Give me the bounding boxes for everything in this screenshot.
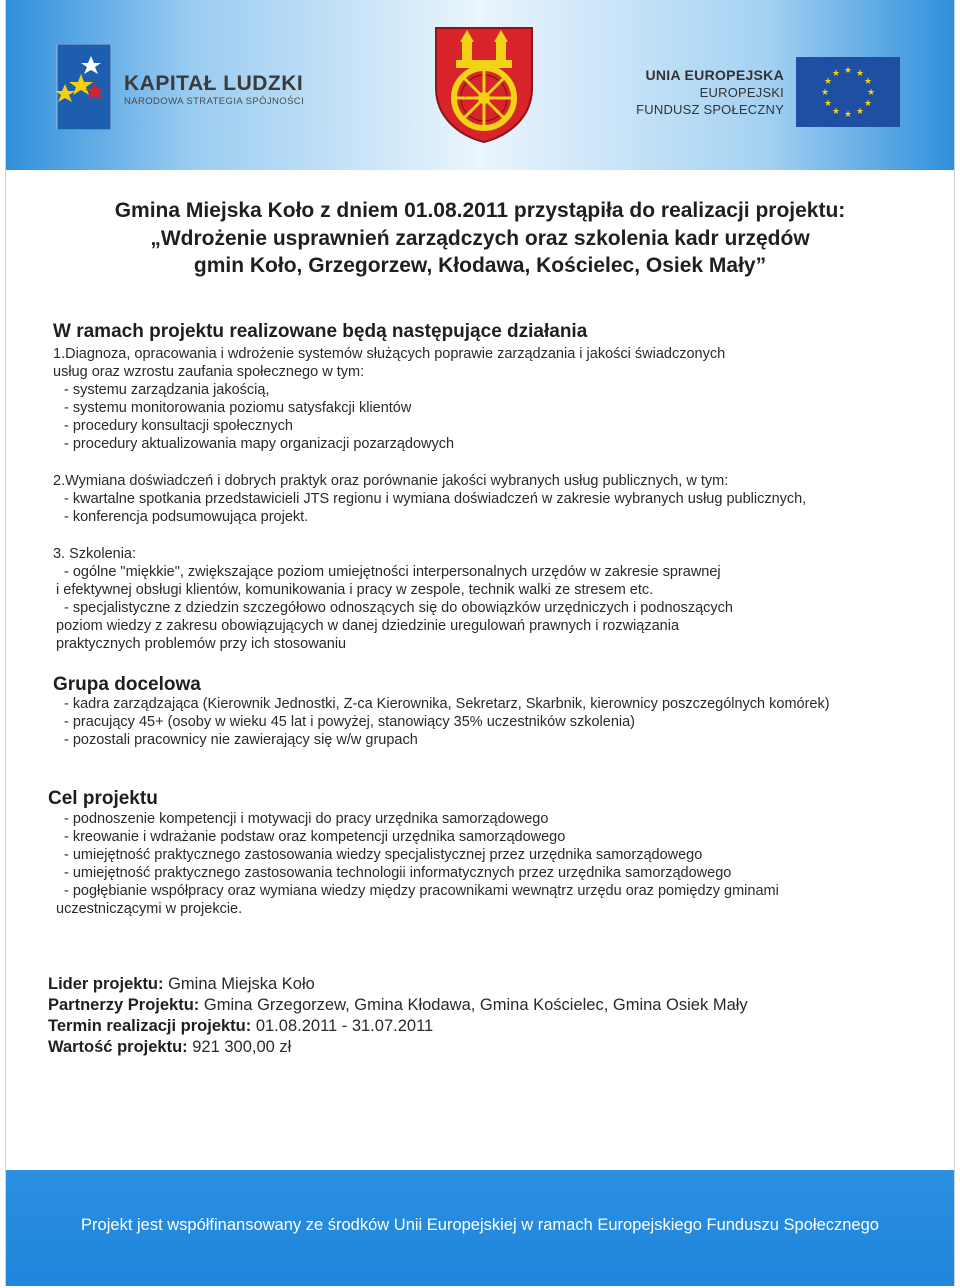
leader-row	[48, 974, 748, 995]
leader-label: Lider projektu:	[48, 975, 164, 993]
eu-flag-icon	[796, 57, 900, 127]
svg-text:★: ★	[831, 69, 841, 79]
partners-row	[48, 995, 748, 1016]
kapital-ludzki-logo-icon	[51, 44, 111, 130]
svg-text:★: ★	[863, 99, 873, 109]
actions-line: 2.Wymiana doświadczeń i dobrych praktyk oraz porównanie jakości wybranych usług publicznych, w tym:	[53, 473, 729, 489]
actions-line: 1.Diagnoza, opracowania i wdrożenie systemów służących poprawie zarządzania i jakości świadczonych	[53, 346, 726, 362]
svg-text:★: ★	[823, 99, 833, 109]
value-value: 921 300,00 zł	[187, 1038, 292, 1056]
project-summary	[48, 974, 748, 1058]
goal-line: - podnoszenie kompetencji i motywacji do pracy urzędnika samorządowego	[64, 811, 549, 827]
actions-line: usług oraz wzrostu zaufania społecznego w tym:	[53, 364, 365, 380]
actions-line: - ogólne "miękkie", zwiększające poziom umiejętności interpersonalnych urzędów w zakresie sprawnej	[64, 564, 721, 580]
actions-line: praktycznych problemów przy ich stosowaniu	[56, 636, 347, 652]
actions-line: - specjalistyczne z dziedzin szczegółowo odnoszących się do obowiązków urzędniczych i podnoszących	[64, 600, 733, 616]
svg-text:★: ★	[820, 88, 830, 98]
goal-line: - pogłębianie współpracy oraz wymiana wiedzy między pracownikami wewnątrz urzędu oraz pomiędzy gminami	[64, 883, 779, 899]
target-group-line: - pozostali pracownicy nie zawierający się w/w grupach	[64, 732, 418, 748]
actions-line: - kwartalne spotkania przedstawicieli JTS regionu i wymiana doświadczeń w zakresie wybranych usług publicznych,	[64, 491, 807, 507]
title-line-2: „Wdrożenie usprawnień zarządczych oraz szkolenia kadr urzędów	[150, 226, 810, 250]
kolo-coat-of-arms-icon	[434, 26, 534, 144]
actions-line: poziom wiedzy z zakresu obowiązujących w danej dziedzinie uregulowań prawnych i rozwiązania	[56, 618, 680, 634]
goal-line: - kreowanie i wdrażanie podstaw oraz kompetencji urzędnika samorządowego	[64, 829, 566, 845]
actions-line: - systemu zarządzania jakością,	[64, 382, 270, 398]
poster	[5, 0, 955, 1286]
svg-text:★: ★	[863, 77, 873, 87]
header-banner	[6, 0, 954, 170]
title-line-1: Gmina Miejska Koło z dniem 01.08.2011 przystąpiła do realizacji projektu:	[114, 199, 846, 222]
actions-heading: W ramach projektu realizowane będą następujące działania	[53, 321, 588, 342]
actions-line: - procedury aktualizowania mapy organizacji pozarządowych	[64, 436, 455, 452]
footer-banner	[6, 1170, 954, 1286]
actions-line: - konferencja podsumowująca projekt.	[64, 509, 309, 525]
kapital-ludzki-subtitle: NARODOWA STRATEGIA SPÓJNOŚCI	[124, 96, 305, 107]
actions-line: - procedury konsultacji społecznych	[64, 418, 293, 434]
term-value: 01.08.2011 - 31.07.2011	[251, 1017, 434, 1035]
target-group-heading: Grupa docelowa	[53, 674, 201, 695]
svg-text:★: ★	[843, 66, 853, 76]
svg-text:★: ★	[866, 88, 876, 98]
kapital-ludzki-title: KAPITAŁ LUDZKI	[124, 72, 304, 95]
actions-line: - systemu monitorowania poziomu satysfakcji klientów	[64, 400, 412, 416]
svg-text:★: ★	[855, 107, 865, 117]
eu-line-2: FUNDUSZ SPOŁECZNY	[636, 102, 784, 117]
goal-line: uczestniczącymi w projekcie.	[56, 901, 243, 917]
svg-text:★: ★	[843, 110, 853, 120]
leader-value: Gmina Miejska Koło	[163, 975, 315, 993]
actions-line: 3. Szkolenia:	[53, 546, 137, 562]
svg-text:★: ★	[823, 77, 833, 87]
eu-title: UNIA EUROPEJSKA	[645, 67, 784, 83]
target-group-line: - pracujący 45+ (osoby w wieku 45 lat i powyżej, stanowiący 35% uczestników szkolenia)	[64, 714, 636, 730]
value-row	[48, 1037, 748, 1058]
kapital-ludzki-text	[124, 72, 304, 108]
eu-line-1: EUROPEJSKI	[699, 85, 784, 100]
main-title	[6, 197, 954, 280]
actions-line: i efektywnej obsługi klientów, komunikowania i pracy w zespole, technik walki ze stresem etc.	[56, 582, 654, 598]
goal-heading: Cel projektu	[48, 788, 158, 809]
term-label: Termin realizacji projektu:	[48, 1017, 252, 1035]
target-group-line: - kadra zarządzająca (Kierownik Jednostki, Z-ca Kierownika, Sekretarz, Skarbnik, kierownicy poszczególnych komórek)	[64, 696, 830, 712]
goal-line: - umiejętność praktycznego zastosowania technologii informatycznych przez urzędnika samorządowego	[64, 865, 732, 881]
goal-line: - umiejętność praktycznego zastosowania wiedzy specjalistycznej przez urzędnika samorządowego	[64, 847, 703, 863]
partners-value: Gmina Grzegorzew, Gmina Kłodawa, Gmina Kościelec, Gmina Osiek Mały	[199, 996, 748, 1014]
term-row	[48, 1016, 748, 1037]
partners-label: Partnerzy Projektu:	[48, 996, 200, 1014]
svg-text:★: ★	[831, 107, 841, 117]
title-line-3: gmin Koło, Grzegorzew, Kłodawa, Kościelec, Osiek Mały”	[193, 254, 767, 277]
eu-text	[606, 66, 784, 118]
value-label: Wartość projektu:	[48, 1038, 188, 1056]
footer-text: Projekt jest współfinansowany ze środków Unii Europejskiej w ramach Europejskiego Funduszu Społecznego	[81, 1216, 879, 1234]
svg-text:★: ★	[855, 69, 865, 79]
